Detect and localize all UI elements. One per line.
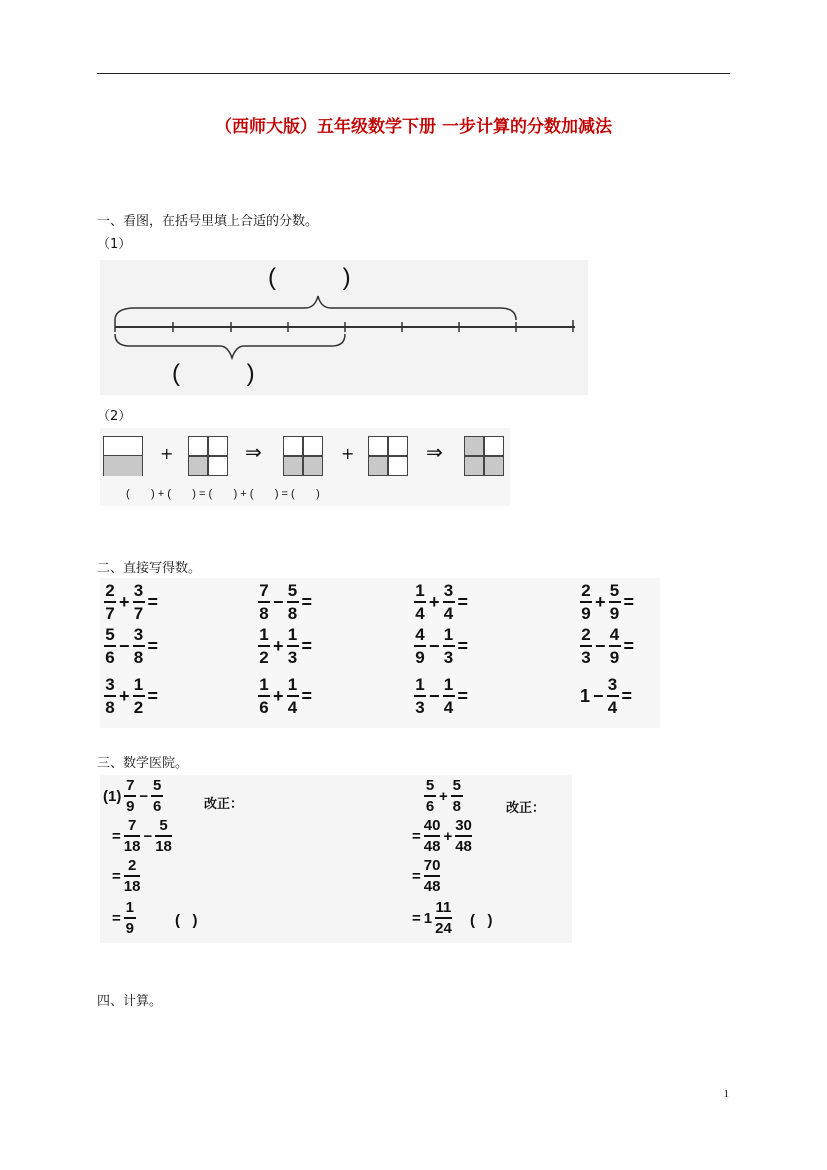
calc-item: [580, 626, 634, 666]
fraction: $\frac{7}{18}$: [123, 817, 141, 855]
calc-item: [414, 676, 468, 716]
fraction: $\frac{5}{8}$: [452, 777, 461, 815]
hospital-right-judge-blank[interactable]: ( ): [470, 912, 493, 929]
header-rule: [97, 73, 730, 74]
fraction: $\frac{3}{8}$: [133, 625, 144, 667]
section3-heading: 三、数学医院。: [97, 756, 189, 771]
operator: +: [429, 591, 440, 612]
direct-calc-panel: [100, 578, 660, 728]
fraction: $\frac{1}{9}$: [125, 899, 134, 937]
hospital-right-correct-label: 改正：: [506, 801, 546, 816]
operator: −: [429, 635, 440, 656]
equals-sign: =: [301, 635, 313, 656]
fraction: $\frac{1}{6}$: [259, 675, 269, 717]
equals-sign: =: [457, 685, 469, 706]
fraction: $\frac{2}{18}$: [123, 857, 141, 895]
equals-sign: =: [457, 591, 469, 612]
calc-item: [580, 676, 632, 716]
operator: −: [139, 787, 149, 805]
fraction: $\frac{1}{4}$: [415, 581, 425, 623]
calc-item: [104, 676, 158, 716]
arrow-icon-1: ⇒: [245, 440, 262, 464]
hospital-left-line1: [103, 778, 163, 814]
operator: +: [119, 591, 130, 612]
section4-heading: 四、计算。: [97, 994, 163, 1009]
operator: −: [429, 685, 440, 706]
calc-item: [580, 582, 634, 622]
operator: −: [273, 591, 284, 612]
fraction: $\frac{7}{8}$: [259, 581, 269, 623]
fraction: $\frac{11}{24}$: [435, 899, 452, 937]
square-1: [103, 436, 143, 476]
hospital-left-line2: = $\frac{7}{18}$ − $\frac{5}{18}$: [112, 817, 172, 855]
page-title: （西师大版）五年级数学下册 一步计算的分数加减法: [215, 117, 612, 137]
top-brace: [115, 296, 516, 320]
whole-number: 1: [580, 685, 591, 706]
fraction: $\frac{1}{4}$: [443, 675, 454, 717]
section1-part2-label: （2）: [97, 409, 132, 424]
equals-sign: =: [621, 685, 633, 706]
fraction: $\frac{5}{8}$: [287, 581, 298, 623]
fraction: $\frac{40}{48}$: [423, 817, 441, 855]
plus-sign-2: +: [341, 444, 355, 463]
operator: +: [273, 635, 284, 656]
operator: −: [595, 635, 606, 656]
hospital-left-line4: = $\frac{1}{9}$: [112, 899, 134, 937]
square-4: [368, 436, 408, 476]
equals-sign: =: [147, 685, 159, 706]
square-5: [464, 436, 504, 476]
fraction: $\frac{3}{7}$: [133, 581, 144, 623]
bottom-answer-blank[interactable]: ( ): [172, 360, 255, 387]
hospital-left-label: (1): [103, 787, 122, 805]
fraction: $\frac{2}{9}$: [581, 581, 591, 623]
equals-sign: =: [301, 591, 313, 612]
fraction: $\frac{1}{3}$: [287, 625, 298, 667]
hospital-right-line1: $\frac{5}{6}$ + $\frac{5}{8}$: [425, 777, 461, 815]
fraction: $\frac{2}{3}$: [581, 625, 591, 667]
hospital-right-line2: = $\frac{40}{48}$ + $\frac{30}{48}$: [412, 817, 472, 855]
fraction: $\frac{3}{4}$: [607, 675, 618, 717]
equals-sign: =: [623, 635, 635, 656]
fraction: $\frac{1}{3}$: [443, 625, 454, 667]
operator: +: [595, 591, 606, 612]
equals-sign: =: [301, 685, 313, 706]
calc-item: [258, 676, 312, 716]
fraction: $\frac{7}{9}$: [126, 777, 135, 815]
equals-sign: =: [457, 635, 469, 656]
fraction: $\frac{3}{4}$: [443, 581, 454, 623]
bottom-brace: [115, 334, 345, 358]
squares-answer-blanks[interactable]: ( ) + ( ) = ( ) + ( ) = ( ): [126, 488, 320, 500]
math-hospital-panel: [100, 775, 572, 943]
equals-sign: =: [147, 591, 159, 612]
section1-part1-label: （1）: [97, 237, 132, 252]
calc-item: [104, 626, 158, 666]
fraction: $\frac{70}{48}$: [423, 857, 441, 895]
hospital-left-correct-label: 改正：: [204, 797, 244, 812]
fraction: $\frac{3}{8}$: [105, 675, 115, 717]
fraction: $\frac{5}{6}$: [105, 625, 115, 667]
square-3: [283, 436, 323, 476]
operator: +: [119, 685, 130, 706]
operator: −: [119, 635, 130, 656]
calc-item: [104, 582, 158, 622]
arrow-icon-2: ⇒: [426, 440, 443, 464]
operator: −: [593, 685, 604, 706]
calc-item: [414, 582, 468, 622]
fraction: $\frac{1}{2}$: [133, 675, 144, 717]
fraction: $\frac{5}{6}$: [152, 777, 162, 815]
top-answer-blank[interactable]: ( ): [268, 264, 351, 291]
hospital-right-line3: = $\frac{70}{48}$: [412, 857, 441, 895]
page-number: 1: [723, 1088, 729, 1100]
calc-item: [258, 626, 312, 666]
calc-item: [258, 582, 312, 622]
section1-heading: 一、看图，在括号里填上合适的分数。: [97, 214, 319, 229]
hospital-right-line4: = 1 $\frac{11}{24}$: [412, 899, 452, 937]
square-2: [188, 436, 228, 476]
fraction: $\frac{30}{48}$: [455, 817, 472, 855]
fraction: $\frac{1}{4}$: [287, 675, 298, 717]
fraction: $\frac{4}{9}$: [609, 625, 620, 667]
number-line-figure: [100, 260, 588, 395]
equals-sign: =: [623, 591, 635, 612]
fraction: $\frac{1}{2}$: [259, 625, 269, 667]
fraction-squares-figure: [100, 428, 510, 506]
calc-item: [414, 626, 468, 666]
fraction: $\frac{1}{3}$: [415, 675, 425, 717]
equals-sign: =: [147, 635, 159, 656]
fraction: $\frac{5}{18}$: [155, 817, 172, 855]
fraction: $\frac{4}{9}$: [415, 625, 425, 667]
fraction: $\frac{2}{7}$: [105, 581, 115, 623]
section2-heading: 二、直接写得数。: [97, 561, 202, 576]
fraction: $\frac{5}{6}$: [425, 777, 435, 815]
fraction: $\frac{5}{9}$: [609, 581, 620, 623]
hospital-left-line3: = $\frac{2}{18}$: [112, 857, 141, 895]
plus-sign-1: +: [160, 444, 174, 463]
operator: +: [273, 685, 284, 706]
hospital-left-judge-blank[interactable]: ( ): [175, 912, 198, 929]
